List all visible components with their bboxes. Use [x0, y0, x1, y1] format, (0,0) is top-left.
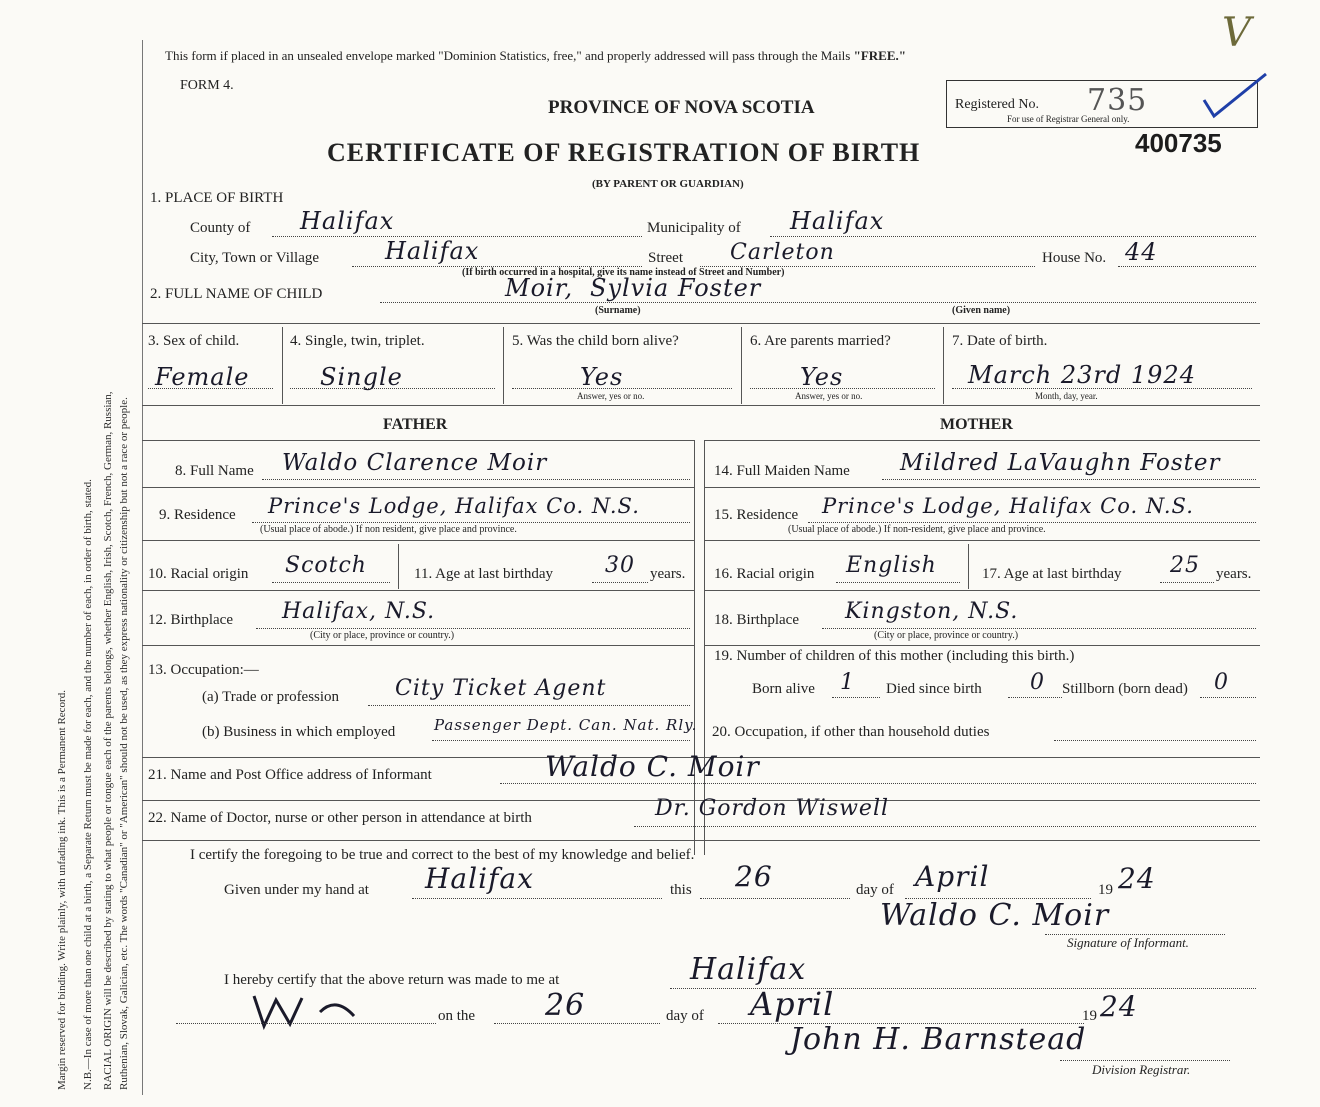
- doctor-label: 22. Name of Doctor, nurse or other person in attendance at birth: [148, 810, 532, 826]
- father-name-label: 8. Full Name: [175, 463, 254, 479]
- sex-label: 3. Sex of child.: [148, 333, 240, 349]
- dob-note: Month, day, year.: [1035, 391, 1098, 401]
- given-year-value: 24: [1118, 862, 1156, 895]
- registrar-mark-icon: [250, 990, 360, 1035]
- registrar-statement: I hereby certify that the above return was made to me at: [224, 972, 560, 988]
- married-value: Yes: [800, 363, 844, 391]
- registered-value: 735: [1087, 83, 1148, 118]
- city-label: City, Town or Village: [190, 250, 320, 266]
- business-label: (b) Business in which employed: [202, 724, 396, 740]
- municipality-value: Halifax: [790, 207, 885, 235]
- registrar-month-value: April: [750, 985, 835, 1023]
- mother-residence-note: (Usual place of abode.) If non-resident, give place and province.: [788, 524, 1046, 535]
- alive-note: Answer, yes or no.: [577, 391, 645, 401]
- on-the-label: on the: [438, 1008, 476, 1024]
- registrar-label: Division Registrar.: [1092, 1062, 1191, 1077]
- mother-birthplace-value: Kingston, N.S.: [845, 599, 1019, 624]
- municipality-label: Municipality of: [647, 220, 741, 236]
- house-label: House No.: [1042, 250, 1107, 266]
- dob-label: 7. Date of birth.: [952, 333, 1048, 349]
- street-value: Carleton: [730, 240, 835, 265]
- margin-line-4: Ruthenian, Slovak, Galician, etc. The words "Canadian" or "American" should not be used, as they express nationality or citizenship but not a race or people.: [118, 397, 130, 1090]
- mother-age-label: 17. Age at last birthday: [982, 566, 1122, 582]
- mother-age-value: 25: [1170, 553, 1200, 578]
- father-age-label: 11. Age at last birthday: [414, 566, 553, 582]
- given-month-value: April: [915, 860, 990, 893]
- informant-signature: Waldo C. Moir: [880, 898, 1110, 933]
- given-place-value: Halifax: [425, 862, 534, 895]
- county-label: County of: [190, 220, 251, 236]
- margin-line-3: RACIAL ORIGIN will be described by stating to what people or tongue each of the parents belongs, whether English, Irish, Scotch, French, German, Russian,: [102, 391, 114, 1090]
- children-label: 19. Number of children of this mother (including this birth.): [714, 648, 1075, 664]
- mother-residence-label: 15. Residence: [714, 507, 799, 523]
- trade-value: City Ticket Agent: [395, 676, 607, 701]
- signature-label: Signature of Informant.: [1067, 935, 1189, 950]
- reg-year-prefix: 19: [1082, 1008, 1097, 1024]
- child-surname: Moir,: [505, 274, 574, 302]
- place-label: 1. PLACE OF BIRTH: [150, 190, 284, 206]
- child-name-label: 2. FULL NAME OF CHILD: [150, 286, 323, 302]
- mail-notice-free: "FREE.": [853, 48, 906, 63]
- doctor-value: Dr. Gordon Wiswell: [655, 796, 890, 821]
- page-subtitle: (BY PARENT OR GUARDIAN): [592, 178, 744, 190]
- informant-label: 21. Name and Post Office address of Informant: [148, 767, 432, 783]
- father-race-value: Scotch: [285, 553, 367, 578]
- mother-name-label: 14. Full Maiden Name: [714, 463, 850, 479]
- occupation-label: 13. Occupation:—: [148, 662, 259, 678]
- registrar-place-value: Halifax: [690, 952, 807, 987]
- registered-note: For use of Registrar General only.: [1007, 114, 1130, 124]
- this-label: this: [670, 882, 692, 898]
- reg-day-of-label: day of: [666, 1008, 704, 1024]
- mother-years-label: years.: [1216, 566, 1252, 582]
- year-prefix: 19: [1098, 882, 1113, 898]
- father-residence-value: Prince's Lodge, Halifax Co. N.S.: [268, 494, 640, 518]
- alive-value: Yes: [580, 363, 624, 391]
- born-alive-label: Born alive: [752, 681, 815, 697]
- father-race-label: 10. Racial origin: [148, 566, 249, 582]
- certify-statement: I certify the foregoing to be true and correct to the best of my knowledge and belief.: [190, 847, 695, 863]
- given-under-label: Given under my hand at: [224, 882, 369, 898]
- married-label: 6. Are parents married?: [750, 333, 891, 349]
- given-day-value: 26: [735, 860, 773, 893]
- father-name-value: Waldo Clarence Moir: [282, 450, 548, 476]
- margin-line-1: Margin reserved for binding. Write plainly, with unfading ink. This is a Permanent Record.: [56, 690, 68, 1090]
- stillborn-value: 0: [1214, 670, 1229, 695]
- mail-notice-text: This form if placed in an unsealed envelope marked "Dominion Statistics, free," and properly addressed will pass through the Mails: [165, 48, 851, 63]
- died-label: Died since birth: [886, 681, 982, 697]
- house-value: 44: [1125, 238, 1158, 266]
- sex-value: Female: [155, 363, 250, 391]
- stamp-number: 400735: [1135, 128, 1222, 158]
- father-heading: FATHER: [383, 416, 448, 433]
- mother-birthplace-note: (City or place, province or country.): [874, 630, 1019, 641]
- mother-occupation-label: 20. Occupation, if other than household duties: [712, 724, 990, 740]
- surname-note: (Surname): [595, 305, 641, 316]
- father-birthplace-note: (City or place, province or country.): [310, 630, 455, 641]
- died-value: 0: [1030, 670, 1045, 695]
- business-value: Passenger Dept. Can. Nat. Rly.: [434, 716, 698, 734]
- born-alive-value: 1: [840, 670, 855, 695]
- married-note: Answer, yes or no.: [795, 391, 863, 401]
- registrar-day-value: 26: [545, 988, 586, 1023]
- plurality-value: Single: [320, 363, 403, 391]
- informant-value: Waldo C. Moir: [545, 750, 760, 783]
- county-value: Halifax: [300, 207, 395, 235]
- father-residence-label: 9. Residence: [159, 507, 236, 523]
- plurality-label: 4. Single, twin, triplet.: [290, 333, 425, 349]
- page-title: CERTIFICATE OF REGISTRATION OF BIRTH: [327, 138, 921, 167]
- alive-label: 5. Was the child born alive?: [512, 333, 679, 349]
- blue-check-icon: [1200, 70, 1270, 125]
- father-age-value: 30: [605, 553, 635, 578]
- day-of-label: day of: [856, 882, 894, 898]
- mother-race-value: English: [846, 553, 937, 578]
- child-given-name: Sylvia Foster: [590, 274, 762, 302]
- pencil-check-mark: V: [1222, 10, 1252, 56]
- margin-line-2: N.B.—In case of more than one child at a birth, a Separate Return must be made for each, and the number of each, in order of birth, stated.: [82, 479, 94, 1090]
- registrar-year-value: 24: [1100, 990, 1138, 1023]
- city-value: Halifax: [385, 237, 480, 265]
- registrar-signature: John H. Barnstead: [790, 1022, 1087, 1057]
- mother-residence-value: Prince's Lodge, Halifax Co. N.S.: [822, 494, 1194, 518]
- given-note: (Given name): [952, 305, 1011, 316]
- registered-label: Registered No.: [955, 97, 1039, 112]
- hospital-note: (If birth occurred in a hospital, give its name instead of Street and Number): [462, 267, 785, 278]
- mother-birthplace-label: 18. Birthplace: [714, 612, 799, 628]
- father-residence-note: (Usual place of abode.) If non resident, give place and province.: [260, 524, 517, 535]
- father-birthplace-value: Halifax, N.S.: [282, 599, 436, 624]
- mother-heading: MOTHER: [940, 416, 1013, 433]
- mother-name-value: Mildred LaVaughn Foster: [900, 450, 1221, 476]
- trade-label: (a) Trade or profession: [202, 689, 340, 705]
- father-birthplace-label: 12. Birthplace: [148, 612, 233, 628]
- mail-notice: [165, 48, 906, 64]
- mother-race-label: 16. Racial origin: [714, 566, 815, 582]
- form-number: FORM 4.: [180, 78, 234, 93]
- street-label: Street: [648, 250, 683, 266]
- dob-value: March 23rd 1924: [968, 361, 1196, 389]
- province-heading: PROVINCE OF NOVA SCOTIA: [548, 97, 815, 118]
- stillborn-label: Stillborn (born dead): [1062, 681, 1188, 697]
- father-years-label: years.: [650, 566, 686, 582]
